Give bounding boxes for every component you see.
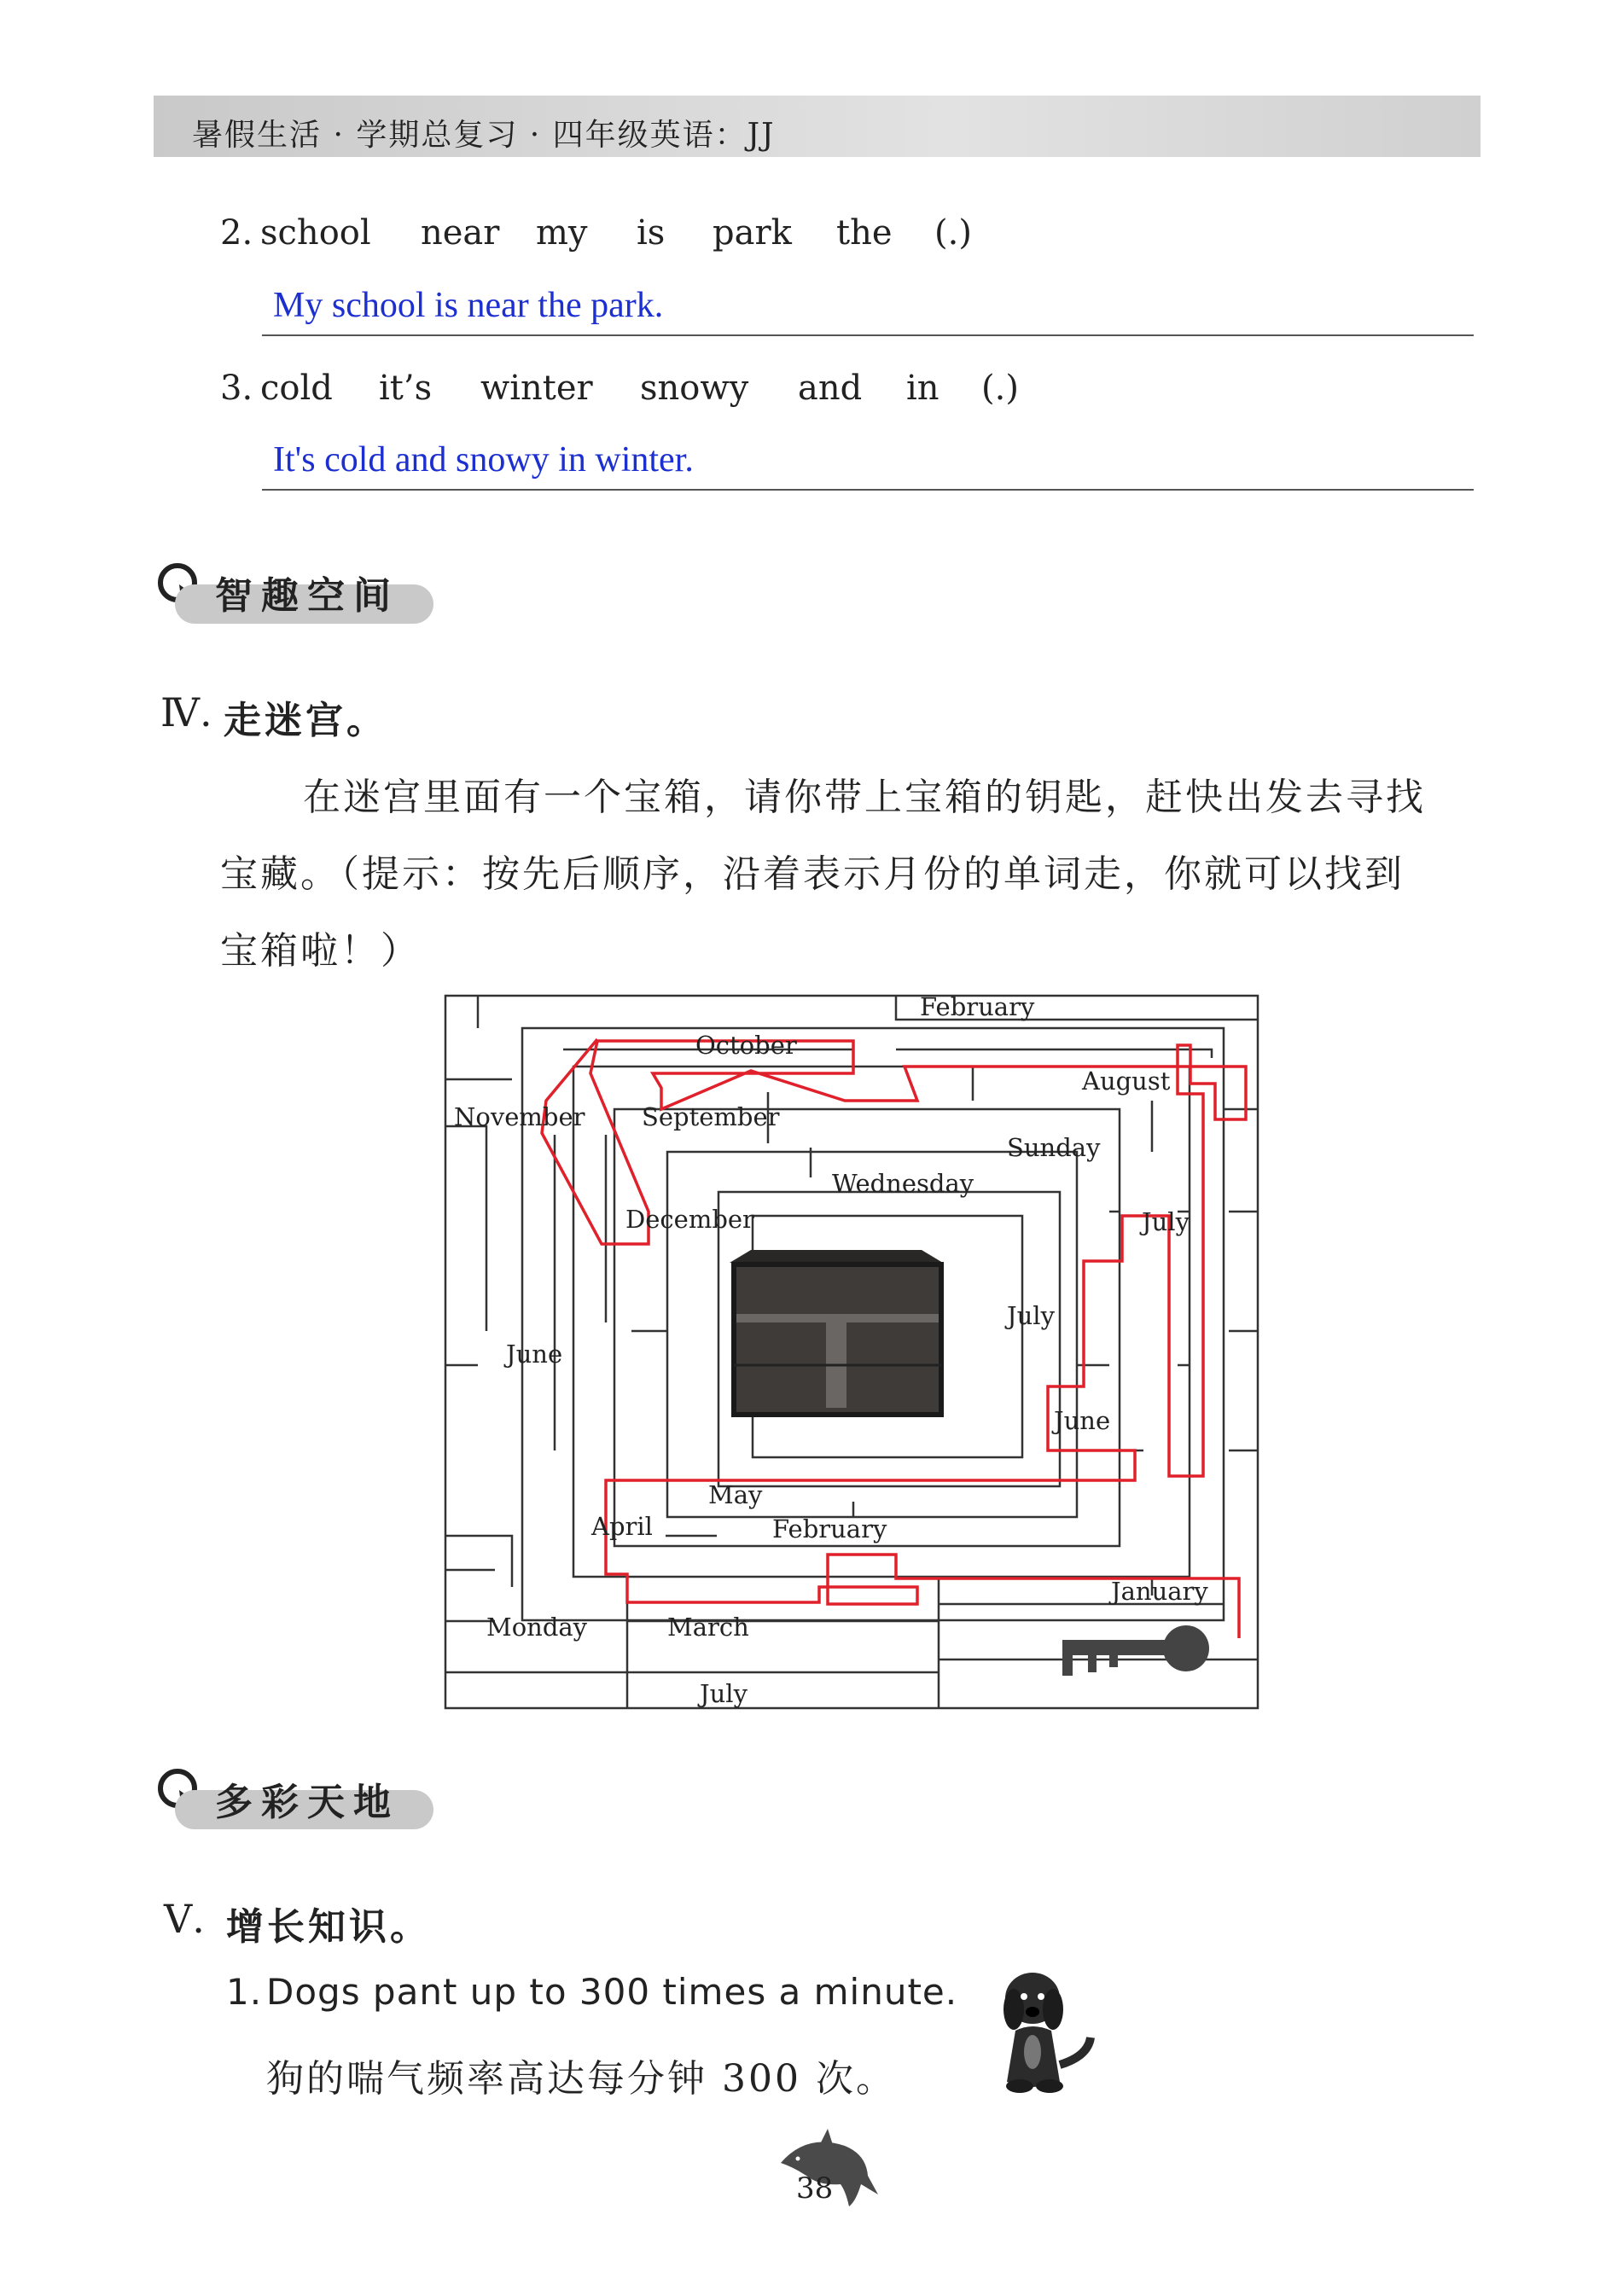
dog-icon [981, 1962, 1101, 2099]
q2-word: the [836, 213, 893, 253]
maze-word-sunday: Sunday [1007, 1133, 1101, 1162]
maze-word-october: October [695, 1031, 797, 1060]
maze-word-april: April [591, 1512, 653, 1541]
q3-word: in [906, 369, 939, 408]
section-title-colorful: 多彩天地 [215, 1781, 399, 1824]
maze-word-january: January [1111, 1577, 1208, 1606]
q3-answer: It's cold and snowy in winter. [273, 440, 694, 480]
exercise-iv-roman: Ⅳ. [160, 689, 212, 735]
page-header-title: 暑假生活 · 学期总复习 · 四年级英语：JJ [192, 118, 776, 153]
exercise-v-roman: Ⅴ. [164, 1896, 205, 1942]
treasure-chest [730, 1250, 943, 1415]
maze-word-december: December [625, 1205, 754, 1234]
fact1-english: Dogs pant up to 300 times a minute. [266, 1971, 958, 2013]
q2-word: my [536, 213, 588, 253]
maze-word-march: March [667, 1613, 749, 1642]
maze-word-wednesday: Wednesday [832, 1169, 974, 1198]
q3-punctuation: (.) [981, 369, 1019, 408]
maze-word-june-right: June [1054, 1406, 1111, 1435]
page-number: 38 [796, 2171, 834, 2206]
maze-word-august: August [1082, 1067, 1171, 1096]
q2-word: is [637, 213, 666, 253]
q3-word: cold [260, 369, 333, 408]
instruction-line: 在迷宫里面有一个宝箱，请你带上宝箱的钥匙，赶快出发去寻找 [303, 776, 1426, 819]
q2-word: school [260, 213, 371, 253]
q2-word: park [713, 213, 792, 253]
maze-word-november: November [454, 1102, 585, 1131]
instruction-line: 宝藏。（提示：按先后顺序，沿着表示月份的单词走，你就可以找到 [220, 852, 1405, 896]
section-title-fun: 智趣空间 [215, 574, 399, 618]
q2-punctuation: (.) [934, 213, 972, 253]
maze-word-february-bottom: February [772, 1514, 887, 1543]
maze-word-monday: Monday [486, 1613, 588, 1642]
maze-word-june-left: June [506, 1340, 563, 1369]
q3-word: it’s [379, 369, 433, 408]
q3-word: snowy [640, 369, 749, 408]
q3-word: and [798, 369, 863, 408]
q2-answer: My school is near the park. [273, 286, 664, 325]
q3-word: winter [480, 369, 593, 408]
maze-word-july-mid: July [1007, 1301, 1055, 1330]
q3-number: 3. [220, 369, 253, 408]
maze-word-july-right: July [1142, 1207, 1190, 1236]
maze-word-february-top: February [920, 992, 1035, 1021]
fact1-number: 1. [226, 1971, 263, 2013]
exercise-v-title: 增长知识。 [226, 1905, 431, 1949]
maze-word-september: September [642, 1102, 780, 1131]
instruction-line: 宝箱啦！） [220, 929, 421, 973]
q2-word: near [421, 213, 500, 253]
key-icon [1062, 1625, 1209, 1676]
maze-word-july-bottom: July [700, 1679, 748, 1708]
fact1-chinese: 狗的喘气频率高达每分钟 300 次。 [266, 2057, 896, 2101]
maze-word-may: May [708, 1480, 763, 1509]
q2-number: 2. [220, 213, 253, 253]
exercise-iv-title: 走迷宫。 [224, 699, 387, 742]
